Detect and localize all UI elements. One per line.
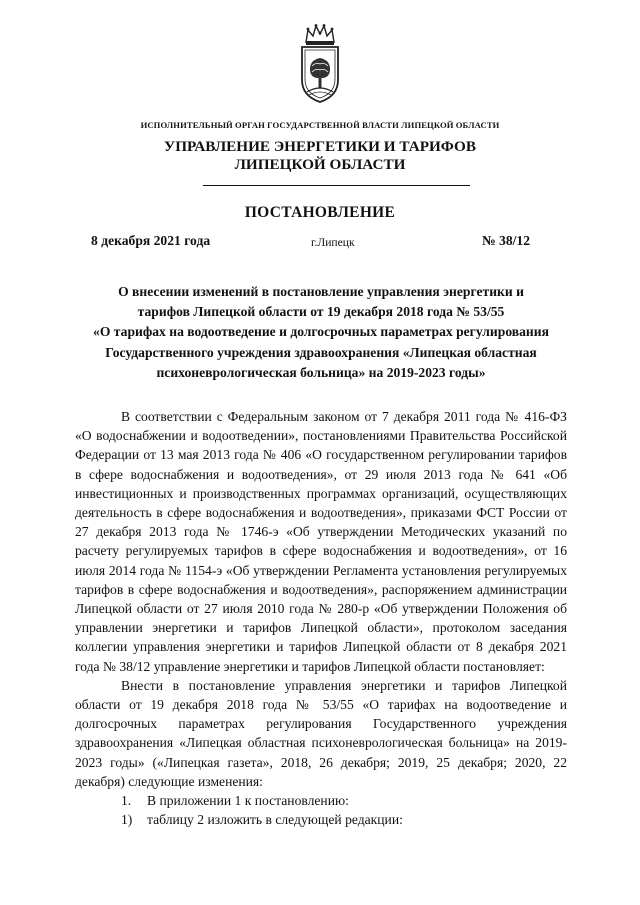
- authority-heading: ИСПОЛНИТЕЛЬНЫЙ ОРГАН ГОСУДАРСТВЕННОЙ ВЛАСТИ ЛИПЕЦКОЙ ОБЛАСТИ: [140, 120, 500, 130]
- list-item-text: таблицу 2 изложить в следующей редакции:: [147, 812, 403, 828]
- list-item: [75, 791, 567, 810]
- coat-of-arms-emblem: [296, 22, 344, 104]
- title-line-4: Государственного учреждения здравоохранения «Липецкая областная: [105, 344, 537, 360]
- title-line-1: О внесении изменений в постановление управления энергетики и: [118, 284, 524, 299]
- document-body: [75, 407, 567, 829]
- document-city: г.Липецк: [311, 236, 355, 249]
- list-item-number: 1): [121, 812, 133, 828]
- list-item: [75, 810, 567, 829]
- preamble-paragraph: В соответствии с Федеральным законом от 7 декабря 2011 года № 416-ФЗ «О водоснабжении и водоотведении», постановлениями Правительства Российской Федерации от 13 мая 2013 года № 406 «О государственном регулировании тарифов в сфере водоснабжения и водоотведения», от 29 июля 2013 года № 641 «Об инвестиционных и производственных программах организаций, осуществляющих деятельность в сфере водоснабжения и водоотведения», приказами ФСТ России от 27 декабря 2013 года № 1746-э «Об утверждении Методических указаний по расчету регулируемых тарифов в сфере водоснабжения и водоотведения», от 16 июля 2014 года № 1154-э «Об утверждении Регламента установления регулируемых тарифов в сфере водоснабжения и водоотведения», распоряжением администрации Липецкой области от 27 июля 2010 года № 280-р «Об утверждении Положения об управлении энергетики и тарифов Липецкой области», протоколом заседания коллегии управления энергетики и тарифов Липецкой области от 8 декабря 2021 года № 38/12 управление энергетики и тарифов Липецкой области постановляет:: [75, 409, 567, 674]
- document-date: 8 декабря 2021 года: [91, 233, 211, 248]
- list-item-text: В приложении 1 к постановлению:: [147, 793, 349, 809]
- title-line-5: психоневрологическая больница» на 2019-2023 годы»: [156, 364, 486, 380]
- amendment-paragraph: Внести в постановление управления энергетики и тарифов Липецкой области от 19 декабря 2018 года № 53/55 «О тарифах на водоотведение и долгосрочных параметрах регулирования Государственного учреждения здравоохранения «Липецкая областная психоневрологическая больница» на 2019-2023 годы» («Липецкая газета», 2018, 26 декабря; 2019, 25 декабря; 2020, 22 декабря) следующие изменения:: [75, 677, 567, 789]
- title-line-2: тарифов Липецкой области от 19 декабря 2018 года № 53/55: [137, 304, 505, 320]
- document-type-heading: ПОСТАНОВЛЕНИЕ: [244, 204, 396, 221]
- department-name: [0, 138, 640, 174]
- department-line-1: УПРАВЛЕНИЕ ЭНЕРГЕТИКИ И ТАРИФОВ: [164, 138, 476, 155]
- list-item-number: 1.: [121, 793, 132, 809]
- title-line-3: «О тарифах на водоотведение и долгосрочных параметрах регулирования: [93, 324, 549, 340]
- document-number: № 38/12: [482, 233, 531, 248]
- department-line-2: ЛИПЕЦКОЙ ОБЛАСТИ: [234, 156, 406, 173]
- document-title: [76, 282, 566, 383]
- header-divider: [203, 185, 470, 186]
